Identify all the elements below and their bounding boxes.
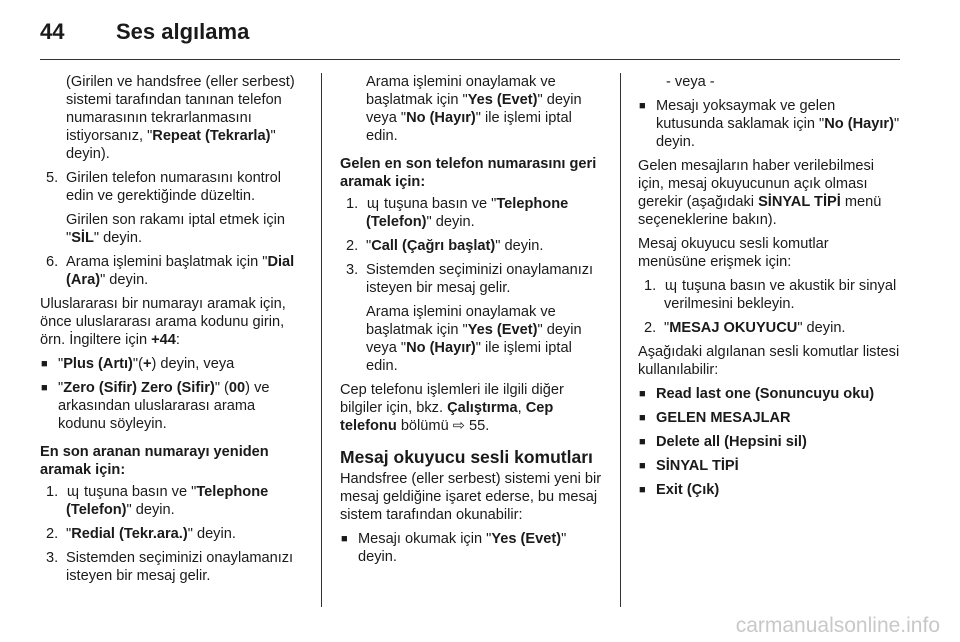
- bullet-icon: ■: [639, 412, 646, 424]
- list-item: ■ "Zero (Sifir) Zero (Sifir)" (00) ve arkasından uluslararası arama kodunu söyleyin.: [41, 380, 270, 432]
- list-item: ■ Delete all (Hepsini sil): [639, 434, 807, 450]
- bullet-icon: ■: [639, 436, 646, 448]
- menu-access-paragraph: Mesaj okuyucu sesli komutlar menüsüne erişmek için:: [638, 236, 829, 270]
- list-item: ■ Read last one (Sonuncuyu oku): [639, 386, 875, 402]
- section-intro: Handsfree (eller serbest) sistemi yeni bir mesaj geldiğine işaret ederse, bu mesaj sistem tarafından okunabilir:: [340, 471, 602, 523]
- bullet-icon: ■: [41, 382, 48, 394]
- redial-step-3: 3. Sistemden seçiminizi onaylamanızı isteyen bir mesaj gelir.: [46, 550, 294, 584]
- bullet-icon: ■: [639, 100, 646, 112]
- column-3: [638, 73, 900, 505]
- list-item: ■ Exit (Çık): [639, 482, 720, 498]
- bullet-icon: ■: [341, 533, 348, 545]
- column-1: [40, 73, 305, 591]
- page-title: Ses algılama: [116, 19, 250, 44]
- redial-step-1: 1. ɰ tuşuna basın ve "Telephone (Telefon)" deyin.: [46, 484, 269, 518]
- step-5: 5. Girilen telefon numarasını kontrol edin ve gerektiğinde düzeltin.: [46, 170, 281, 204]
- list-item: ■ SİNYAL TİPİ: [639, 458, 739, 474]
- section-heading: Mesaj okuyucu sesli komutları: [340, 447, 593, 467]
- list-item: ■ "Plus (Artı)"(+) deyin, veya: [41, 356, 235, 372]
- reader-step-2: 2. "MESAJ OKUYUCU" deyin.: [644, 320, 846, 336]
- list-item: ■ GELEN MESAJLAR: [639, 410, 791, 426]
- confirm-continuation: Arama işlemini onaylamak ve başlatmak için "Yes (Evet)" deyin veya "No (Hayır)" ile işlemi iptal edin.: [366, 74, 582, 144]
- header-rule: [40, 59, 900, 60]
- column-2: [340, 73, 605, 572]
- list-item: ■ Mesajı okumak için "Yes (Evet)" deyin.: [341, 531, 567, 565]
- redial-step-2: 2. "Redial (Tekr.ara.)" deyin.: [46, 526, 236, 542]
- watermark: carmanualsonline.info: [735, 614, 940, 637]
- column-divider: [321, 73, 322, 607]
- commands-intro: Aşağıdaki algılanan sesli komutlar listesi kullanılabilir:: [638, 344, 900, 378]
- reader-step-1: 1. ɰ tuşuna basın ve akustik bir sinyal verilmesini bekleyin.: [644, 278, 897, 312]
- callback-step-2: 2. "Call (Çağrı başlat)" deyin.: [346, 238, 544, 254]
- redial-heading: En son aranan numarayı yeniden aramak için:: [40, 444, 269, 478]
- callback-step-1: 1. ɰ tuşuna basın ve "Telephone (Telefon)" deyin.: [346, 196, 569, 230]
- phone-icon: ɰ: [664, 278, 678, 294]
- bullet-icon: ■: [639, 484, 646, 496]
- column-divider: [620, 73, 621, 607]
- callback-step-3-note: Arama işlemini onaylamak ve başlatmak için "Yes (Evet)" deyin veya "No (Hayır)" ile işlemi iptal edin.: [366, 304, 582, 374]
- or-separator: - veya -: [666, 74, 715, 90]
- phone-icon: ɰ: [66, 484, 80, 500]
- step-6: 6. Arama işlemini başlatmak için "Dial (Ara)" deyin.: [46, 254, 295, 288]
- callback-heading: Gelen en son telefon numarasını geri aramak için:: [340, 156, 597, 190]
- page-header: [0, 0, 960, 60]
- cross-reference: Cep telefonu işlemleri ile ilgili diğer bilgiler için, bkz. Çalıştırma, Cep telefonu bölümü ⇨ 55.: [340, 382, 564, 434]
- page-number: 44: [40, 19, 65, 44]
- callback-step-3: 3. Sistemden seçiminizi onaylamanızı isteyen bir mesaj gelir.: [346, 262, 594, 296]
- bullet-icon: ■: [41, 358, 48, 370]
- notification-paragraph: Gelen mesajların haber verilebilmesi için, mesaj okuyucunun açık olması gerekir (aşağıdaki SİNYAL TİPİ menü seçeneklerine bakın).: [638, 158, 882, 228]
- intro-continuation: (Girilen ve handsfree (eller serbest) sistemi tarafından tanınan telefon numarasının tekrarlanmasını istiyorsanız, "Repeat (Tekrarla)" deyin).: [66, 74, 295, 162]
- arrow-icon: ⇨: [452, 418, 465, 434]
- step-5-note: Girilen son rakamı iptal etmek için "SİL" deyin.: [66, 212, 285, 246]
- international-paragraph: Uluslararası bir numarayı aramak için, önce uluslararası arama kodunu girin, örn. İngiltere için +44:: [40, 296, 286, 348]
- bullet-icon: ■: [639, 460, 646, 472]
- phone-icon: ɰ: [366, 196, 380, 212]
- list-item: ■ Mesajı yoksaymak ve gelen kutusunda saklamak için "No (Hayır)" deyin.: [639, 98, 900, 150]
- bullet-icon: ■: [639, 388, 646, 400]
